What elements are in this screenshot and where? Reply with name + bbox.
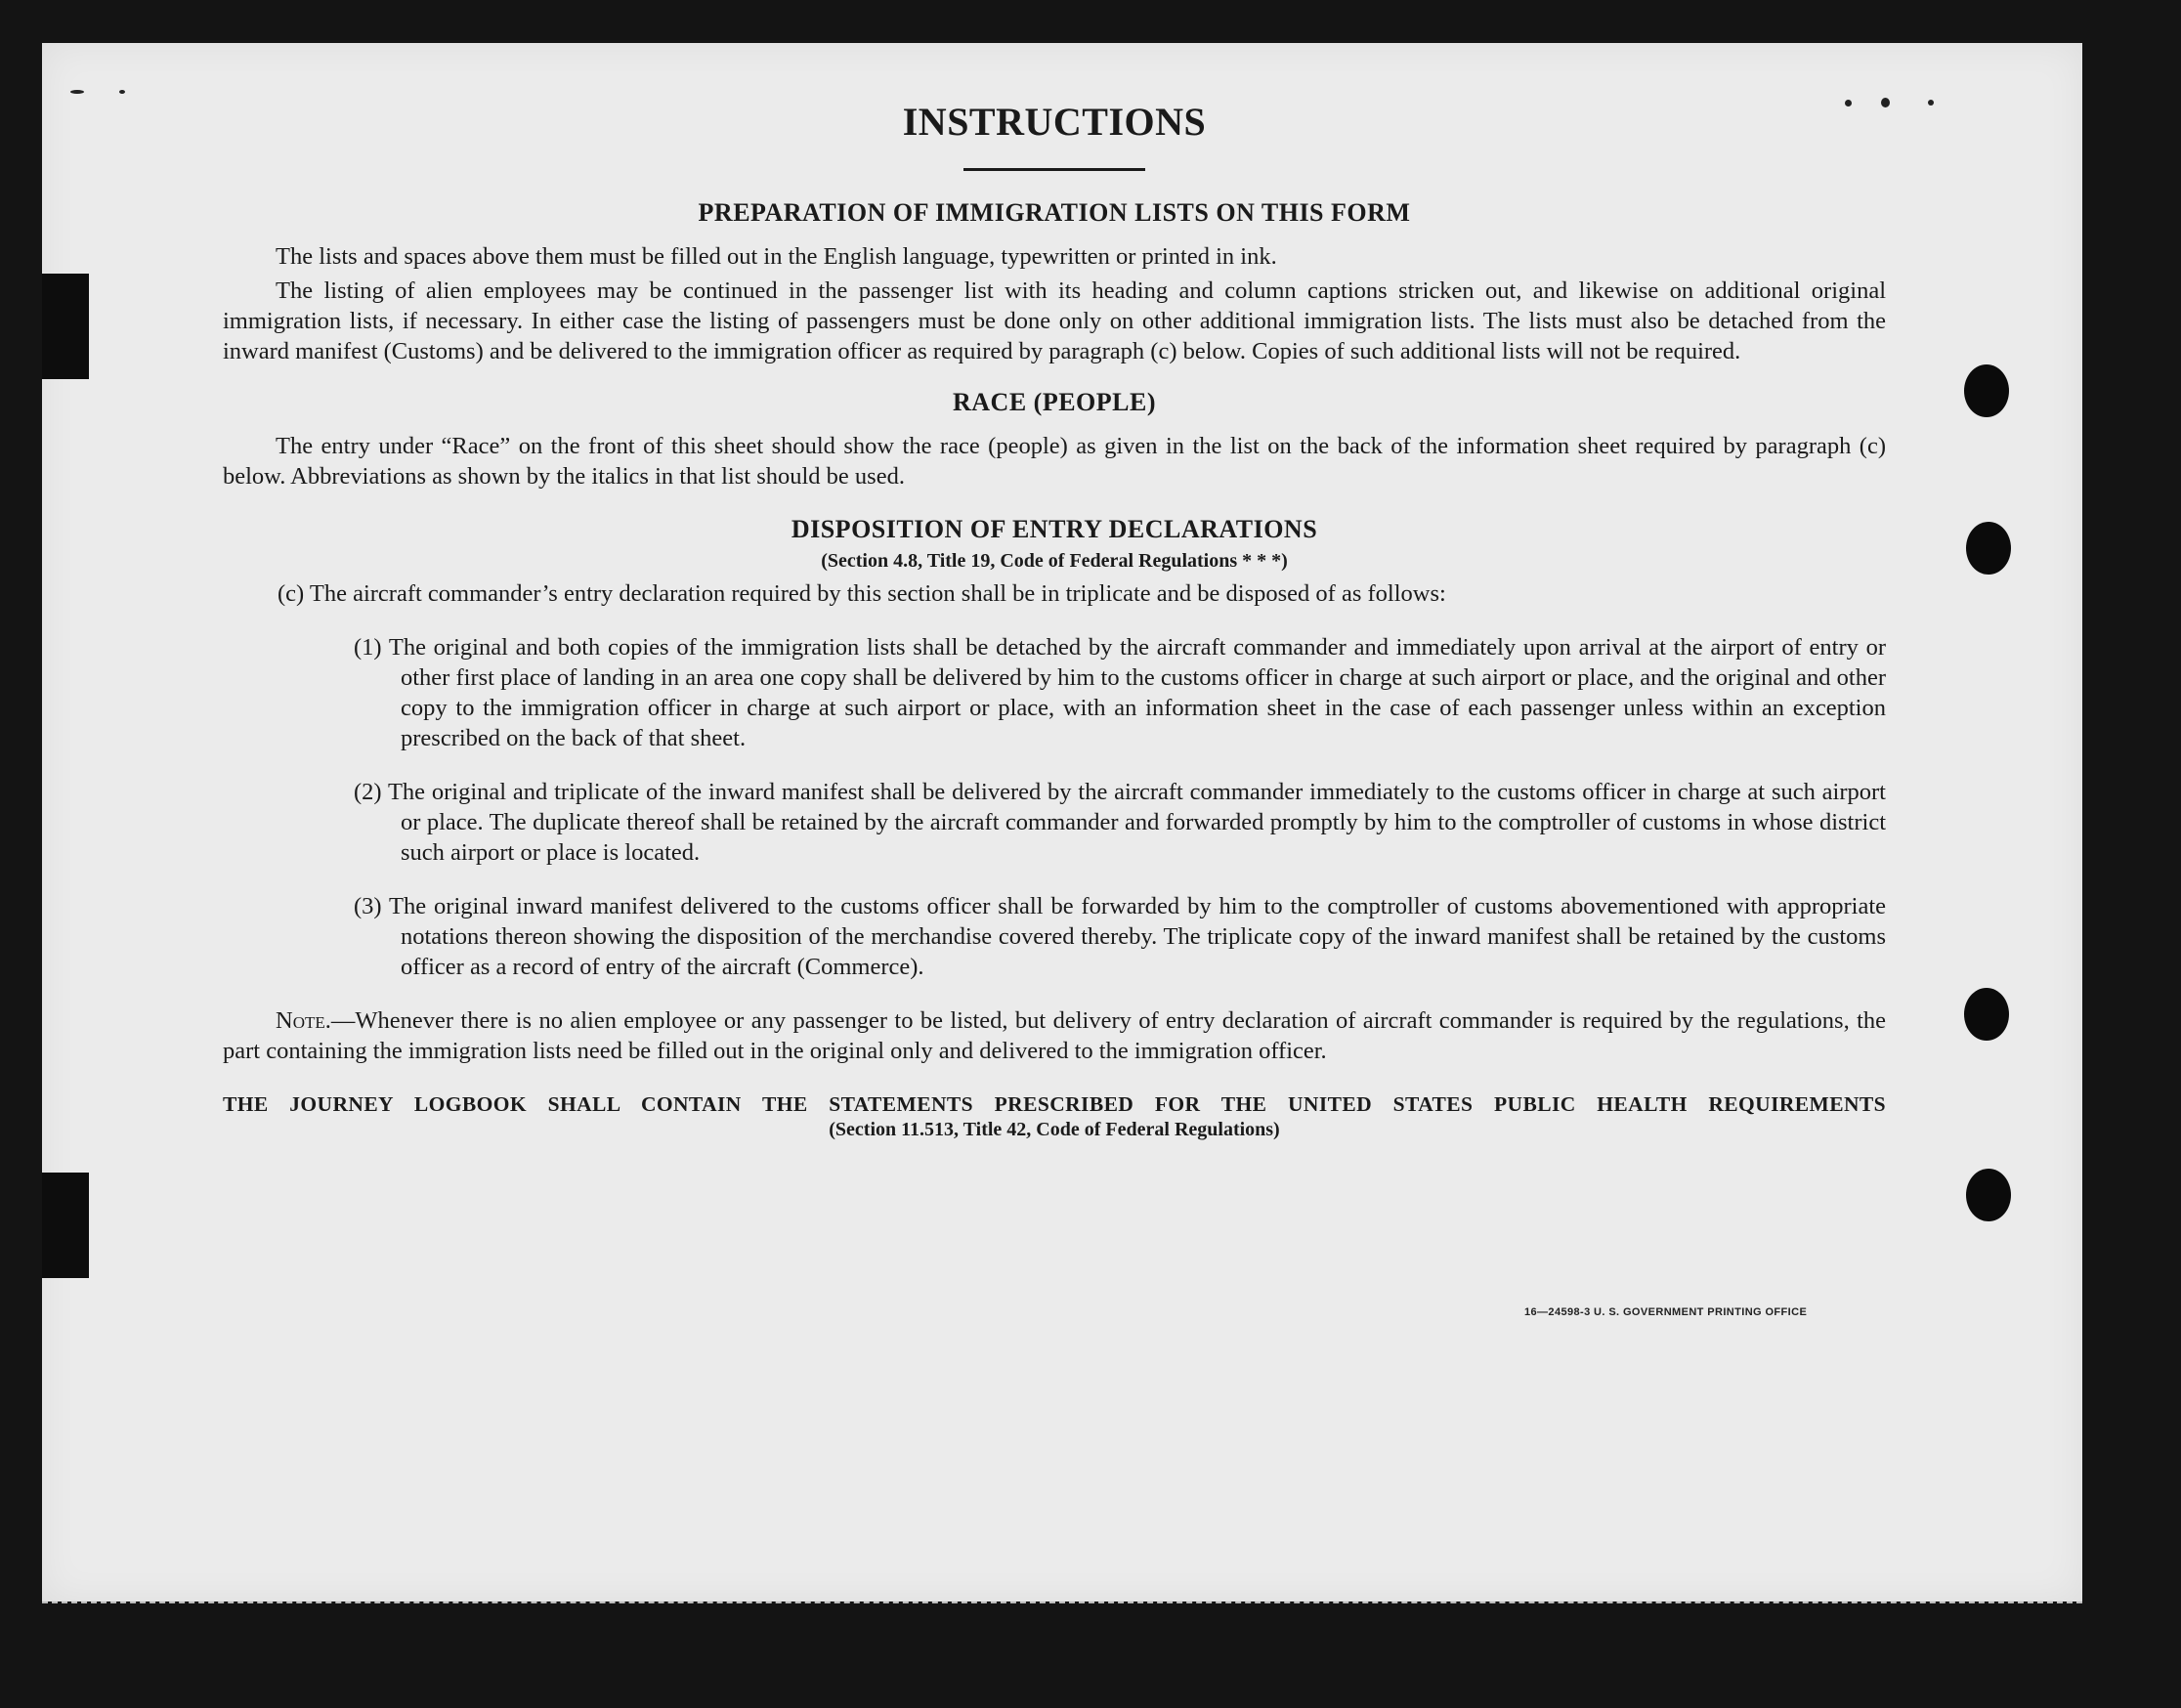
binding-tab-top xyxy=(42,274,89,379)
heading-preparation: PREPARATION OF IMMIGRATION LISTS ON THIS FORM xyxy=(698,198,1411,227)
clause-1: (1) The original and both copies of the immigration lists shall be detached by the aircraft commander and immediately upon arrival at the airport of entry or other first place of landing in an area one copy shall be delivered by him to the customs officer in charge at such airport or place, and the original and other copy to the immigration officer in charge at such airport or place, with an information sheet in the case of each passenger unless within an exception prescribed on the back of that sheet. xyxy=(354,634,1886,751)
note-label: Note. xyxy=(276,1007,331,1034)
paragraph-c-lead: (c) The aircraft commander’s entry declaration required by this section shall be in triplicate and be disposed of as follows: xyxy=(278,580,1446,607)
punch-hole-4 xyxy=(1966,1169,2011,1221)
health-requirements-line: THE JOURNEY LOGBOOK SHALL CONTAIN THE STATEMENTS PRESCRIBED FOR THE UNITED STATES PUBLIC HEALTH REQUIREMENTS xyxy=(223,1092,1886,1116)
speck xyxy=(1928,100,1934,106)
binding-tab-bottom xyxy=(42,1173,89,1278)
speck xyxy=(70,90,84,94)
instructions-body xyxy=(223,98,1886,1141)
subheading-section-4-8: (Section 4.8, Title 19, Code of Federal Regulations * * *) xyxy=(821,550,1288,572)
punch-hole-1 xyxy=(1964,364,2009,417)
clause-2: (2) The original and triplicate of the inward manifest shall be delivered by the aircraft commander immediately to the customs officer in charge at such airport or place. The duplicate thereof shall be retained by the aircraft commander and forwarded promptly by him to the comptroller of customs in whose district such airport or place is located. xyxy=(354,779,1886,866)
paragraph-lists-in-english: The lists and spaces above them must be filled out in the English language, typewritten or printed in ink. xyxy=(276,243,1277,270)
note-paragraph xyxy=(223,1005,1886,1066)
note-text: —Whenever there is no alien employee or any passenger to be listed, but delivery of entry declaration of aircraft commander is required by the regulations, the part containing the immigration lists need be filled out in the original only and delivered to the immigration officer. xyxy=(223,1007,1886,1064)
paragraph-race-entry: The entry under “Race” on the front of this sheet should show the race (people) as given in the list on the back of the information sheet required by paragraph (c) below. Abbreviations as shown by the italics in that list should be used. xyxy=(223,433,1886,490)
printing-office-code: 16—24598-3 U. S. GOVERNMENT PRINTING OFFICE xyxy=(1524,1306,1808,1318)
paragraph-alien-employees: The listing of alien employees may be continued in the passenger list with its heading and column captions stricken out, and likewise on additional original immigration lists, if necessary. In either case the listing of passengers must be done only on other additional immigration lists. The lists must also be detached from the inward manifest (Customs) and be delivered to the immigration officer as required by paragraph (c) below. Copies of such additional lists will not be required. xyxy=(223,278,1886,364)
page-edge xyxy=(42,1601,2082,1603)
punch-hole-2 xyxy=(1966,522,2011,575)
speck xyxy=(119,90,125,94)
punch-hole-3 xyxy=(1964,988,2009,1041)
heading-race: RACE (PEOPLE) xyxy=(953,388,1156,416)
title-rule xyxy=(963,168,1145,171)
heading-disposition: DISPOSITION OF ENTRY DECLARATIONS xyxy=(791,515,1318,543)
page-title: INSTRUCTIONS xyxy=(902,100,1207,144)
clause-3: (3) The original inward manifest delivered to the customs officer shall be forwarded by him to the comptroller of customs abovementioned with appropriate notations thereon showing the disposition of the merchandise covered thereby. The triplicate copy of the inward manifest shall be retained by the customs officer as a record of entry of the aircraft (Commerce). xyxy=(354,893,1886,980)
health-citation: (Section 11.513, Title 42, Code of Federal Regulations) xyxy=(829,1119,1280,1140)
